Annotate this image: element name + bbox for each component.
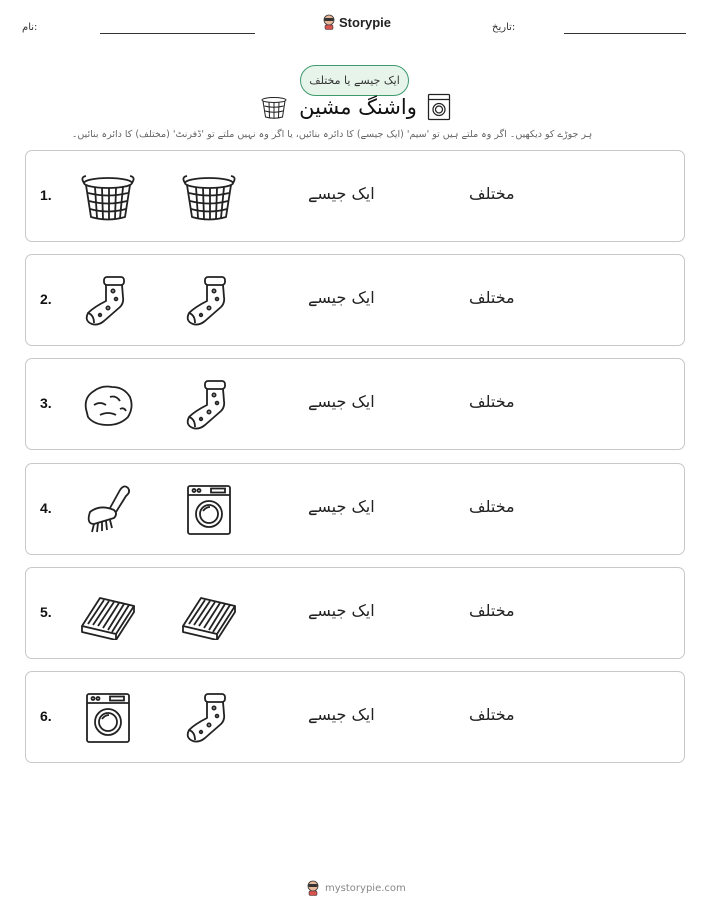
row-number: 3. [40,395,52,411]
same-option[interactable]: ایک جیسے [308,184,375,203]
different-option[interactable]: مختلف [469,601,515,620]
different-option[interactable]: مختلف [469,497,515,516]
title-row [250,90,460,124]
laundry-basket-icon [80,171,136,223]
sock-icon [80,275,136,327]
storypie-mascot-icon [306,880,320,896]
footer [306,880,406,896]
date-label: تاریخ: [492,22,516,33]
different-option[interactable]: مختلف [469,184,515,203]
storypie-mascot-icon [322,14,336,30]
washing-machine-icon [80,692,136,744]
instructions: ہر جوڑے کو دیکھیں۔ اگر وہ ملتے ہیں تو 'سیم' (ایک جیسے) کا دائرہ بنائیں، یا اگر وہ نہیں ملتے تو 'ڈفرنٹ' (مختلف) کا دائرہ بنائیں۔ [71,129,593,140]
washing-machine-icon [181,484,237,536]
name-line[interactable] [100,33,255,34]
row-number: 1. [40,187,52,203]
scrub-brush-icon [80,484,136,536]
sock-icon [181,275,237,327]
row-number: 4. [40,500,52,516]
exercise-row [25,358,685,450]
row-number: 2. [40,291,52,307]
same-option[interactable]: ایک جیسے [308,601,375,620]
row-number: 6. [40,708,52,724]
row-number: 5. [40,604,52,620]
brand-logo [322,13,391,31]
folded-towel-icon [80,588,136,640]
lint-ball-icon [80,379,136,431]
worksheet-type-tag: ایک جیسے یا مختلف [300,65,409,96]
page-title: واشنگ مشین [299,95,417,119]
exercise-row [25,463,685,555]
footer-url: mystorypie.com [325,882,406,894]
folded-towel-icon [181,588,237,640]
same-option[interactable]: ایک جیسے [308,288,375,307]
same-option[interactable]: ایک جیسے [308,392,375,411]
different-option[interactable]: مختلف [469,288,515,307]
name-label: نام: [22,22,38,33]
exercise-row [25,150,685,242]
exercise-row [25,671,685,763]
different-option[interactable]: مختلف [469,705,515,724]
sock-icon [181,692,237,744]
different-option[interactable]: مختلف [469,392,515,411]
sock-icon [181,379,237,431]
date-line[interactable] [564,33,686,34]
laundry-basket-icon [259,94,289,120]
same-option[interactable]: ایک جیسے [308,497,375,516]
same-option[interactable]: ایک جیسے [308,705,375,724]
washing-machine-icon [427,93,451,121]
brand-name: Storypie [339,14,392,30]
exercise-row [25,254,685,346]
exercise-row [25,567,685,659]
laundry-basket-icon [181,171,237,223]
